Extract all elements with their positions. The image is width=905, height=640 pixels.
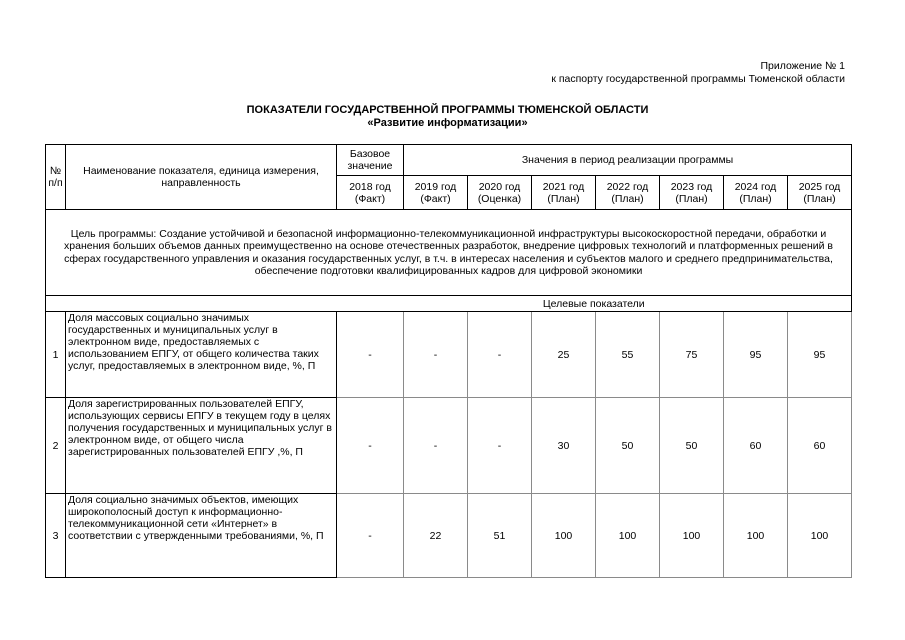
year-label: 2024 год bbox=[734, 180, 777, 193]
year-type: (Факт) bbox=[354, 192, 386, 205]
value-2022: 50 bbox=[596, 398, 660, 494]
table-row bbox=[46, 398, 852, 494]
value-2023: 100 bbox=[660, 494, 724, 578]
year-type: (Факт) bbox=[420, 192, 451, 205]
value-2019: - bbox=[404, 398, 468, 494]
value-2020: - bbox=[468, 312, 532, 398]
title-line-2: «Развитие информатизации» bbox=[367, 117, 528, 129]
year-label: 2022 год bbox=[606, 180, 649, 193]
header-year-2023 bbox=[660, 176, 724, 210]
value-2020: 51 bbox=[468, 494, 532, 578]
year-type: (План) bbox=[547, 192, 580, 205]
year-label: 2023 год bbox=[670, 180, 713, 193]
value-2021: 30 bbox=[532, 398, 596, 494]
row-num: 2 bbox=[46, 398, 66, 494]
appendix-line-1: Приложение № 1 bbox=[760, 60, 845, 72]
header-year-2022 bbox=[596, 176, 660, 210]
value-2022: 100 bbox=[596, 494, 660, 578]
year-type: (План) bbox=[675, 192, 708, 205]
row-num: 3 bbox=[46, 494, 66, 578]
section-spacer bbox=[46, 296, 337, 312]
value-2021: 25 bbox=[532, 312, 596, 398]
header-name: Наименование показателя, единица измерения, направленность bbox=[66, 145, 337, 210]
row-name: Доля зарегистрированных пользователей ЕПГУ, использующих сервисы ЕПГУ в текущем году в целях получения государственных и муниципальных услуг в электронном виде, от общего числа зарегистрированных пользователей ЕПГУ ,%, П bbox=[66, 398, 337, 494]
section-title: Целевые показатели bbox=[337, 296, 852, 312]
value-2023: 50 bbox=[660, 398, 724, 494]
year-label: 2021 год bbox=[542, 180, 585, 193]
row-name: Доля социально значимых объектов, имеющих широкополосный доступ к информационно-телекоммуникационной сети «Интернет» в соответствии с утвержденными требованиями, %, П bbox=[66, 494, 337, 578]
value-2025: 60 bbox=[788, 398, 852, 494]
value-2023: 75 bbox=[660, 312, 724, 398]
program-goal: Цель программы: Создание устойчивой и безопасной информационно-телекоммуникационной инфраструктуры высокоскоростной передачи, обработки и хранения больших объемов данных преимущественно на основе отечественных разработок, внедрение цифровых технологий и платформенных решений в сферах государственного управления и оказания государственных услуг, в т.ч. в интересах населения и субъектов малого и среднего предпринимательства, обеспечение подготовки квалифицированных кадров для цифровой экономики bbox=[46, 210, 852, 296]
header-year-2019 bbox=[404, 176, 468, 210]
value-2022: 55 bbox=[596, 312, 660, 398]
document-title bbox=[45, 104, 850, 130]
header-year-2018 bbox=[337, 176, 404, 210]
value-2019: - bbox=[404, 312, 468, 398]
value-2021: 100 bbox=[532, 494, 596, 578]
value-2025: 95 bbox=[788, 312, 852, 398]
section-row bbox=[46, 296, 852, 312]
value-2025: 100 bbox=[788, 494, 852, 578]
value-2018: - bbox=[337, 494, 404, 578]
table-row bbox=[46, 494, 852, 578]
table-row bbox=[46, 312, 852, 398]
value-2019: 22 bbox=[404, 494, 468, 578]
header-year-2021 bbox=[532, 176, 596, 210]
value-2024: 60 bbox=[724, 398, 788, 494]
year-type: (Оценка) bbox=[477, 192, 522, 205]
year-type: (План) bbox=[611, 192, 644, 205]
header-num: № п/п bbox=[46, 145, 66, 210]
row-name: Доля массовых социально значимых государственных и муниципальных услуг в электронном виде, предоставляемых с использованием ЕПГУ, от общего количества таких услуг, предоставляемых в электронном виде, %, П bbox=[66, 312, 337, 398]
value-2024: 100 bbox=[724, 494, 788, 578]
header-year-2025 bbox=[788, 176, 852, 210]
value-2024: 95 bbox=[724, 312, 788, 398]
indicators-table bbox=[45, 144, 852, 578]
value-2018: - bbox=[337, 312, 404, 398]
header-period: Значения в период реализации программы bbox=[404, 145, 852, 176]
year-label: 2020 год bbox=[478, 180, 521, 193]
year-label: 2018 год bbox=[349, 180, 391, 193]
value-2018: - bbox=[337, 398, 404, 494]
row-num: 1 bbox=[46, 312, 66, 398]
year-type: (План) bbox=[803, 192, 836, 205]
goal-row bbox=[46, 210, 852, 296]
header-base: Базовое значение bbox=[337, 145, 404, 176]
header-year-2020 bbox=[468, 176, 532, 210]
year-type: (План) bbox=[739, 192, 772, 205]
header-year-2024 bbox=[724, 176, 788, 210]
year-label: 2025 год bbox=[798, 180, 841, 193]
year-label: 2019 год bbox=[414, 180, 457, 193]
title-line-1: ПОКАЗАТЕЛИ ГОСУДАРСТВЕННОЙ ПРОГРАММЫ ТЮМЕНСКОЙ ОБЛАСТИ bbox=[246, 104, 649, 116]
table-header bbox=[46, 145, 852, 210]
appendix-note bbox=[551, 60, 845, 86]
value-2020: - bbox=[468, 398, 532, 494]
appendix-line-2: к паспорту государственной программы Тюменской области bbox=[551, 73, 845, 85]
